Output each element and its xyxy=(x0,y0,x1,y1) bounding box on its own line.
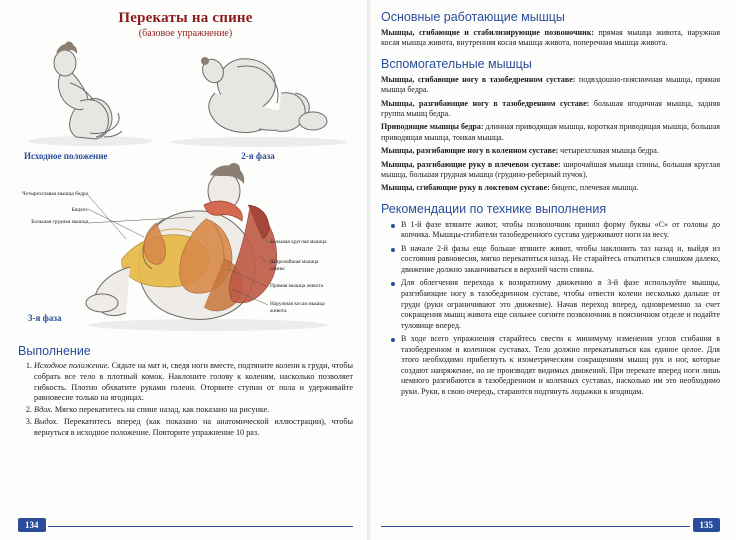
main-muscles-heading: Основные работающие мышцы xyxy=(381,10,565,24)
muscle-group-text: прямая мышца живота, наружная косая мышца живота, внутренняя косая мышца живота, поперечная мышца живота. xyxy=(381,28,721,48)
muscle-group-text: подвздошно-поясничная мышца, прямая мышца бедра. xyxy=(381,74,720,95)
start-position-illustration xyxy=(18,37,158,149)
anatomy-figure xyxy=(18,163,353,338)
muscle-group-name: Мышцы, разгибающие ногу в тазобедренном суставе: xyxy=(381,98,590,108)
execution-heading: Выполнение xyxy=(18,344,91,358)
execution-item-lead: Выдох. xyxy=(34,417,59,427)
muscle-paragraph xyxy=(381,99,720,120)
execution-list xyxy=(18,361,353,439)
muscle-group-name: Мышцы, сгибающие и стабилизирующие позвоночник: xyxy=(381,28,594,37)
muscle-group-text: четырехглавая мышца бедра. xyxy=(558,146,659,156)
muscle-group-text: бицепс, плечевая мышца. xyxy=(549,183,639,193)
list-item: В 1-й фазе втяните живот, чтобы позвоночник принял форму буквы «С» от головы до копчика. Мышцы-сгибатели тазобедренного сустава удерживают ноги на весу. xyxy=(393,220,720,241)
page-subtitle: (базовое упражнение) xyxy=(138,28,233,39)
caption-start-position: Исходное положение xyxy=(24,151,108,161)
label-biceps: Бицепс xyxy=(71,207,88,213)
muscle-paragraph xyxy=(381,183,720,193)
right-footer-rule xyxy=(381,526,690,527)
assisting-muscles-heading: Вспомогательные мышцы xyxy=(381,56,532,71)
label-latissimus: Широчайшая мышца спины xyxy=(270,259,319,272)
list-item xyxy=(34,417,353,439)
left-footer-rule xyxy=(48,526,353,527)
muscle-paragraph xyxy=(381,75,720,96)
muscle-paragraph xyxy=(381,160,720,181)
muscle-paragraph xyxy=(381,146,720,156)
label-pectoralis: Большая грудная мышца xyxy=(31,219,88,225)
muscle-group-text: большая ягодичная мышца, задняя группа мышц бедра. xyxy=(381,98,721,118)
label-rectus-abdominis: Прямая мышца живота xyxy=(270,283,324,289)
caption-phase2: 2-я фаза xyxy=(241,151,275,161)
muscle-group-name: Приводящие мышцы бедра: xyxy=(381,122,484,132)
figure-phase2 xyxy=(163,37,353,161)
muscle-group-name: Мышцы, разгибающие руку в плечевом суставе: xyxy=(381,159,561,169)
list-item xyxy=(34,405,353,416)
execution-item-text: Сядьте на мат и, сведя ноги вместе, подтяните колени к груди, чтобы собрать все тело в плотный комок. Наклоните голову к коленям, насколько позволяет гибкость. Плотно обхватите руками голени. Оторвите ступни от пола и удерживайте равновесие только на ягодицах. xyxy=(34,361,353,403)
recommendations-list xyxy=(381,220,720,398)
left-page xyxy=(0,0,367,540)
label-quadriceps: Четырехглавая мышца бедра xyxy=(22,191,88,197)
label-teres-major: Большая круглая мышца xyxy=(270,239,327,245)
list-item: В ходе всего упражнения старайтесь свести к минимуму изменения углов сгибания в тазобедренном и коленном суставах. Тело должно перекатываться как единое целое. Для этого необходимо прибегнуть к изометрическим сокращениям мышц рук и ног, которые создают напряжение, но не производят видимых движений. При перекате вперед ноги лишь немного разгибаются в тазобедренном и коленных суставах, насколько им это необходимо руки. Руки, в свою очередь, стараются подтянуть лодыжки к ягодицам. xyxy=(393,334,720,397)
leader-lines xyxy=(18,163,354,335)
muscle-paragraph xyxy=(381,28,720,49)
phase2-illustration xyxy=(163,37,353,149)
right-page xyxy=(367,0,736,540)
recommendations-heading: Рекомендации по технике выполнения xyxy=(381,201,607,216)
list-item xyxy=(34,361,353,404)
figure-start-position xyxy=(18,37,158,161)
muscle-group-name: Мышцы, разгибающие ногу в коленном суставе: xyxy=(381,146,559,156)
page-title: Перекаты на спине xyxy=(118,10,253,26)
muscle-group-text: длинная приводящая мышца, короткая приводящая мышца, большая приводящая мышца, тонкая мышца. xyxy=(381,122,720,142)
muscle-group-name: Мышцы, сгибающие ногу в тазобедренном суставе: xyxy=(381,74,576,84)
muscle-paragraph xyxy=(381,122,720,143)
figure-row xyxy=(18,43,353,161)
list-item: В начале 2-й фазы еще больше втяните живот, чтобы наклонить таз назад и, выйдя из состояния равновесия, мягко перекатиться назад. Не старайтесь откатиться слишком далеко, движение должно заканчиваться в верхней части спины. xyxy=(393,244,720,276)
execution-item-text: Перекатитесь вперед (как показано на анатомической иллюстрации), чтобы вернуться в исходное положение. Повторите упражнение 10 раз. xyxy=(34,417,353,437)
muscle-group-name: Мышцы, сгибающие руку в локтевом суставе: xyxy=(381,183,550,193)
label-external-oblique: Наружная косая мышца живота xyxy=(270,301,325,314)
left-page-number: 134 xyxy=(18,518,46,532)
caption-phase3: 3-я фаза xyxy=(28,313,62,323)
muscle-group-text: широчайшая мышца спины, большая круглая мышца, большая грудная мышца (грудино-реберный пучок). xyxy=(381,159,720,179)
list-item: Для облегчения перехода к возвратному движению в 3-й фазе используйте мышцы, разгибающие ногу в тазобедренном суставе, чтобы отвести колени несколько дальше от груди (руки ограничивают это движение). Начав переход вперед, одновременно за счет сокращения мышц живота еще сильнее согните позвоночник в поясничном отделе и подайте туловище вперед. xyxy=(393,278,720,331)
execution-item-lead: Исходное положение. xyxy=(34,361,110,370)
execution-item-text: Мягко перекатитесь на спине назад, как показано на рисунке. xyxy=(52,405,270,415)
right-page-number: 135 xyxy=(693,518,721,532)
execution-item-lead: Вдох. xyxy=(34,405,53,415)
